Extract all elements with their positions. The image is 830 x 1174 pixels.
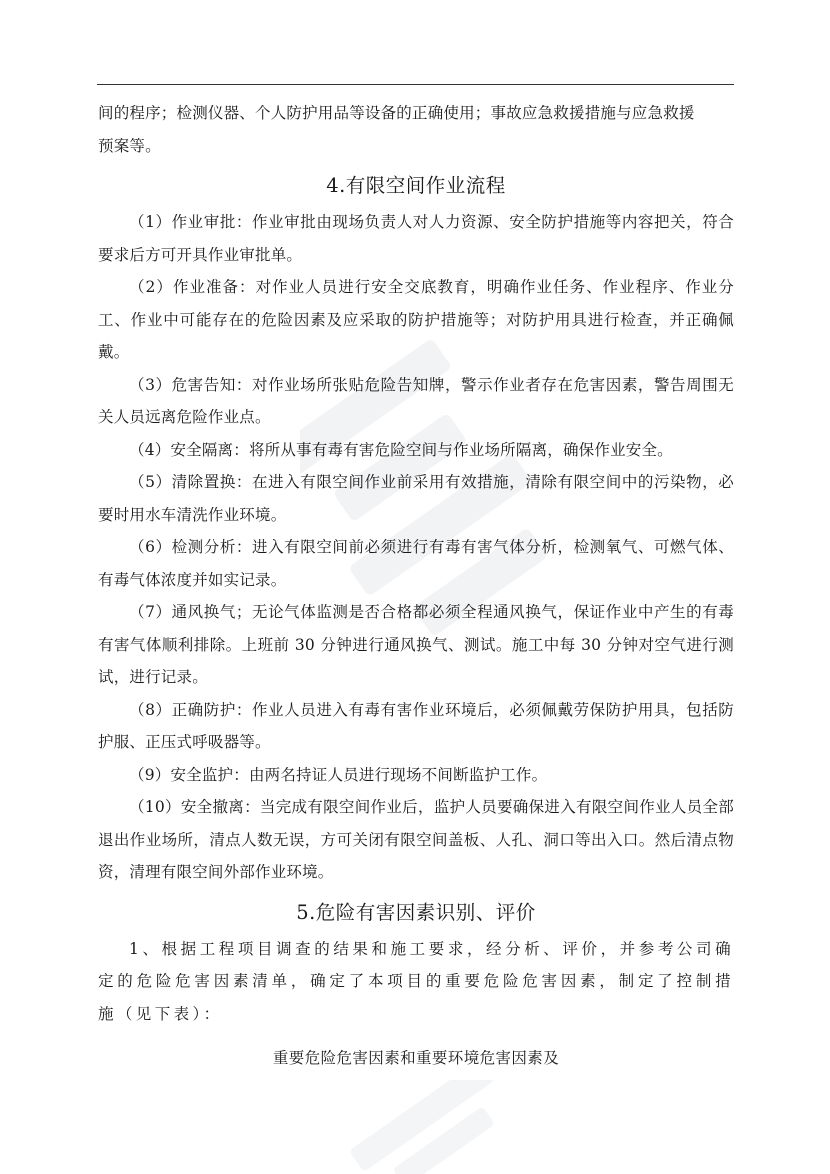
intro-line-1: 间的程序；检测仪器、个人防护用品等设备的正确使用；事故应急救援措施与应急救援 <box>98 104 695 122</box>
header-rule <box>97 84 734 85</box>
step-preparation: （2）作业准备：对作业人员进行安全交底教育，明确作业任务、作业程序、作业分工、作业中可能存在的危险因素及应采取的防护措施等；对防护用具进行检查，并正确佩戴。 <box>98 278 734 361</box>
document-body <box>98 97 734 1074</box>
section-4-heading: 4.有限空间作业流程 <box>326 174 506 197</box>
step-ventilation: （7）通风换气；无论气体监测是否合格都必须全程通风换气，保证作业中产生的有毒有害气体顺利排除。上班前 30 分钟进行通风换气、测试。施工中每 30 分钟对空气进行测试，进行记录。 <box>98 603 734 686</box>
section-5-heading: 5.危险有害因素识别、评价 <box>296 900 536 924</box>
table-caption: 重要危险危害因素和重要环境危害因素及 <box>272 1049 560 1067</box>
step-approval: （1）作业审批：作业审批由现场负责人对人力资源、安全防护措施等内容把关，符合要求后方可开具作业审批单。 <box>98 213 734 264</box>
step-supervision: （9）安全监护：由两名持证人员进行现场不间断监护工作。 <box>129 765 548 784</box>
step-purge: （5）清除置换：在进入有限空间作业前采用有效措施，清除有限空间中的污染物，必要时用水车清洗作业环境。 <box>98 473 734 524</box>
intro-line-2: 预案等。 <box>98 136 161 155</box>
step-isolation: （4）安全隔离：将所从事有毒有害危险空间与作业场所隔离，确保作业安全。 <box>129 440 673 459</box>
watermark-graphic-bottom <box>330 1080 530 1174</box>
section-5-paragraph: 1、根据工程项目调查的结果和施工要求，经分析、评价，并参考公司确定的危险危害因素清单，确定了本项目的重要危险危害因素，制定了控制措施（见下表）： <box>98 939 734 1023</box>
step-gas-detection: （6）检测分析：进入有限空间前必须进行有毒有害气体分析，检测氧气、可燃气体、有毒气体浓度并如实记录。 <box>98 538 734 589</box>
step-evacuation: （10）安全撤离：当完成有限空间作业后，监护人员要确保进入有限空间作业人员全部退出作业场所，清点人数无误，方可关闭有限空间盖板、人孔、洞口等出入口。然后清点物资，清理有限空间外部作业环境。 <box>98 798 734 881</box>
step-hazard-notice: （3）危害告知：对作业场所张贴危险告知牌，警示作业者存在危害因素，警告周围无关人员远离危险作业点。 <box>98 375 734 426</box>
step-protection: （8）正确防护：作业人员进入有毒有害作业环境后，必须佩戴劳保防护用具，包括防护服、正压式呼吸器等。 <box>98 700 734 751</box>
